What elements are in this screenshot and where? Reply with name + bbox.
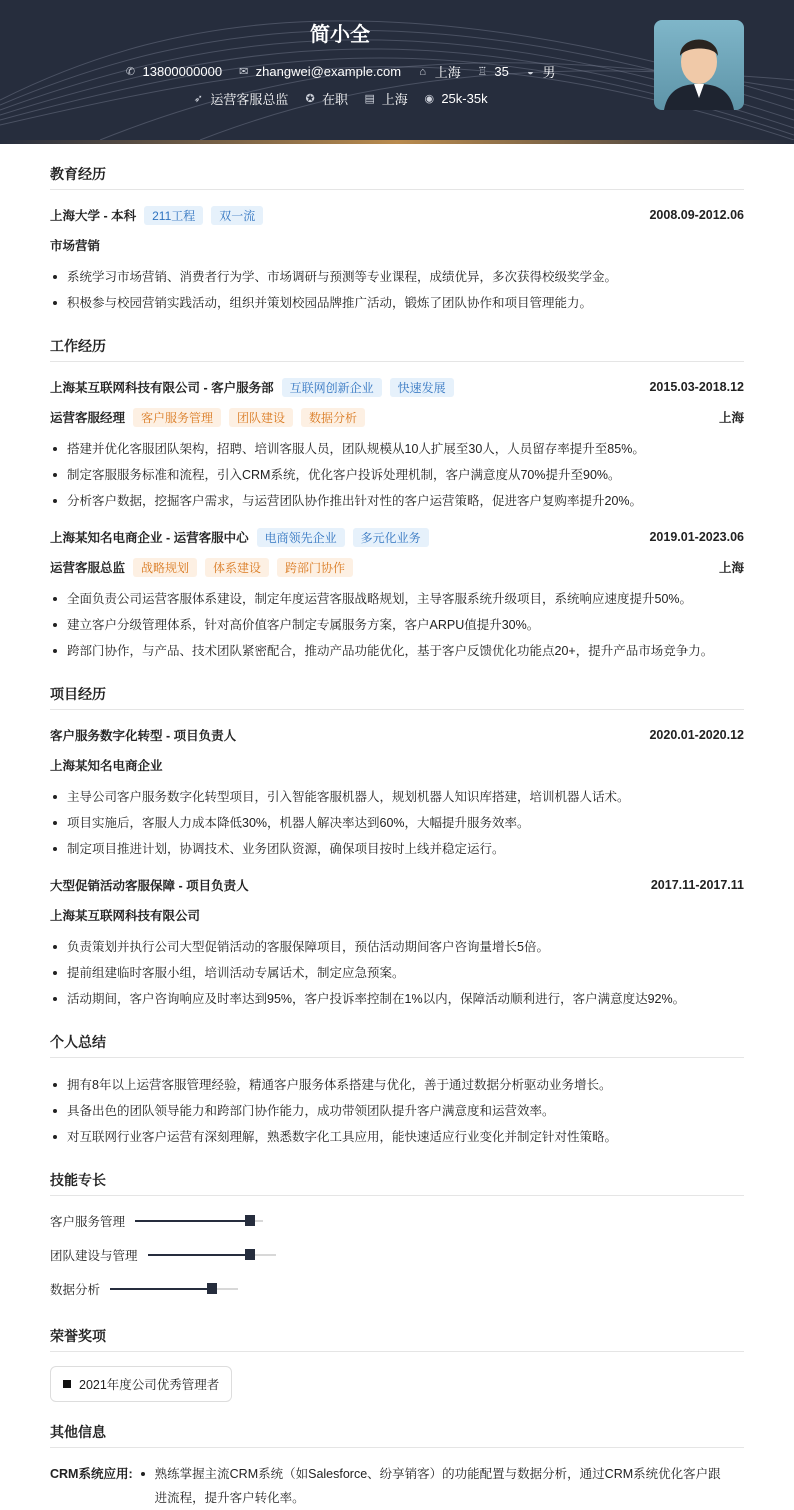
email: zhangwei@example.com bbox=[255, 64, 402, 79]
major: 市场营销 bbox=[50, 239, 101, 253]
list-item: 跨部门协作，与产品、技术团队紧密配合，推动产品功能优化，基于客户反馈优化功能点20+，提升产品市场竞争力。 bbox=[50, 638, 744, 664]
list-item: 活动期间，客户咨询响应及时率达到95%，客户投诉率控制在1%以内，保障活动顺利进行，客户满意度达92%。 bbox=[50, 986, 744, 1012]
resume-header bbox=[0, 0, 794, 140]
skills-section bbox=[50, 1170, 744, 1300]
list-item: 提前组建临时客服小组，培训活动专属话术，制定应急预案。 bbox=[50, 960, 744, 986]
send-icon: ➶ bbox=[193, 92, 204, 105]
project-org: 上海某互联网科技有限公司 bbox=[50, 909, 201, 923]
company: 上海某互联网科技有限公司 - 客户服务部 bbox=[50, 381, 274, 395]
skill-tag: 数据分析 bbox=[301, 408, 365, 427]
other-section bbox=[50, 1422, 744, 1510]
other-key: CRM系统应用: bbox=[50, 1467, 133, 1481]
award-item bbox=[50, 1366, 232, 1402]
list-item: 建立客户分级管理体系，针对高价值客户制定专属服务方案，客户ARPU值提升30%。 bbox=[50, 612, 744, 638]
work-entry bbox=[50, 376, 744, 514]
date: 2019.01-2023.06 bbox=[649, 530, 744, 544]
avatar bbox=[654, 20, 744, 110]
home-icon: ⌂ bbox=[419, 65, 427, 78]
age: 35 bbox=[494, 64, 509, 79]
phone: 13800000000 bbox=[142, 64, 223, 79]
work-location: 上海 bbox=[718, 561, 744, 575]
skill-bar bbox=[148, 1254, 276, 1256]
job-intent-row bbox=[0, 89, 680, 108]
list-item: 负责策划并执行公司大型促销活动的客服保障项目，预估活动期间客户咨询量增长5倍。 bbox=[50, 934, 744, 960]
education-section bbox=[50, 164, 744, 316]
company: 上海某知名电商企业 - 运营客服中心 bbox=[50, 531, 249, 545]
skill-level-marker bbox=[245, 1215, 255, 1226]
list-item: 具备出色的团队领导能力和跨部门协作能力，成功带领团队提升客户满意度和运营效率。 bbox=[50, 1098, 744, 1124]
section-title: 项目经历 bbox=[50, 684, 744, 710]
list-item: 拥有8年以上运营客服管理经验，精通客户服务体系搭建与优化，善于通过数据分析驱动业务增长。 bbox=[50, 1072, 744, 1098]
gender: 男 bbox=[542, 65, 556, 80]
city: 上海 bbox=[381, 92, 408, 107]
contact-row bbox=[0, 62, 680, 81]
list-item: 全面负责公司运营客服体系建设，制定年度运营客服战略规划，主导客服系统升级项目，系统响应速度提升50%。 bbox=[50, 586, 744, 612]
project-name: 大型促销活动客服保障 - 项目负责人 bbox=[50, 879, 249, 893]
list-item: 分析客户数据，挖掘客户需求，与运营团队协作推出针对性的客户运营策略，促进客户复购率提升20%。 bbox=[50, 488, 744, 514]
school: 上海大学 - 本科 bbox=[50, 209, 137, 223]
section-title: 个人总结 bbox=[50, 1032, 744, 1058]
skill-bar bbox=[135, 1220, 263, 1222]
project-org: 上海某知名电商企业 bbox=[50, 759, 163, 773]
candidate-name: 简小全 bbox=[310, 24, 370, 46]
skill-bar bbox=[110, 1288, 238, 1290]
date: 2008.09-2012.06 bbox=[649, 208, 744, 222]
skill-tag: 体系建设 bbox=[205, 558, 269, 577]
skill-item bbox=[50, 1210, 403, 1232]
skill-tag: 战略规划 bbox=[133, 558, 197, 577]
projects-section bbox=[50, 684, 744, 1012]
project-name: 客户服务数字化转型 - 项目负责人 bbox=[50, 729, 237, 743]
location: 上海 bbox=[434, 65, 461, 80]
section-title: 工作经历 bbox=[50, 336, 744, 362]
skill-item bbox=[50, 1244, 403, 1266]
square-icon bbox=[63, 1380, 71, 1388]
tag: 多元化业务 bbox=[353, 528, 429, 547]
tag: 双一流 bbox=[211, 206, 263, 225]
status-icon: ✪ bbox=[305, 92, 315, 105]
skill-name: 团队建设与管理 bbox=[50, 1249, 138, 1263]
work-section bbox=[50, 336, 744, 664]
phone-icon: ✆ bbox=[125, 65, 136, 78]
work-location: 上海 bbox=[718, 411, 744, 425]
skill-name: 数据分析 bbox=[50, 1283, 101, 1297]
list-item: 项目实施后，客服人力成本降低30%，机器人解决率达到60%，大幅提升服务效率。 bbox=[50, 810, 744, 836]
other-value: 熟练掌握主流CRM系统（如Salesforce、纷享销客）的功能配置与数据分析，通过CRM系统优化客户跟进流程，提升客户转化率。 bbox=[139, 1462, 729, 1510]
mail-icon: ✉ bbox=[239, 65, 249, 78]
date: 2020.01-2020.12 bbox=[649, 728, 744, 742]
status: 在职 bbox=[322, 92, 349, 107]
section-title: 教育经历 bbox=[50, 164, 744, 190]
award-label: 2021年度公司优秀管理者 bbox=[79, 1378, 220, 1392]
skill-tag: 团队建设 bbox=[229, 408, 293, 427]
cake-icon: ♖ bbox=[477, 65, 488, 78]
role: 运营客服经理 bbox=[50, 411, 126, 425]
list-item: 主导公司客户服务数字化转型项目，引入智能客服机器人，规划机器人知识库搭建，培训机器人话术。 bbox=[50, 784, 744, 810]
skill-tag: 跨部门协作 bbox=[277, 558, 353, 577]
list-item: 对互联网行业客户运营有深刻理解，熟悉数字化工具应用，能快速适应行业变化并制定针对性策略。 bbox=[50, 1124, 744, 1150]
tag: 211工程 bbox=[144, 206, 203, 225]
list-item: 搭建并优化客服团队架构，招聘、培训客服人员，团队规模从10人扩展至30人，人员留存率提升至85%。 bbox=[50, 436, 744, 462]
skill-level-marker bbox=[207, 1283, 217, 1294]
header-divider bbox=[0, 140, 794, 144]
skill-tag: 客户服务管理 bbox=[133, 408, 221, 427]
tag: 快速发展 bbox=[390, 378, 454, 397]
tag: 电商领先企业 bbox=[257, 528, 345, 547]
gender-icon: ◒ bbox=[527, 65, 534, 78]
role: 运营客服总监 bbox=[50, 561, 126, 575]
salary: 25k-35k bbox=[441, 91, 488, 106]
position: 运营客服总监 bbox=[210, 92, 289, 107]
list-item: 积极参与校园营销实践活动，组织并策划校园品牌推广活动，锻炼了团队协作和项目管理能力。 bbox=[50, 290, 744, 316]
list-item: 系统学习市场营销、消费者行为学、市场调研与预测等专业课程，成绩优异，多次获得校级奖学金。 bbox=[50, 264, 744, 290]
skill-name: 客户服务管理 bbox=[50, 1215, 126, 1229]
section-title: 荣誉奖项 bbox=[50, 1326, 744, 1352]
date: 2015.03-2018.12 bbox=[649, 380, 744, 394]
project-entry bbox=[50, 724, 744, 862]
skill-item bbox=[50, 1278, 403, 1300]
building-icon: ▤ bbox=[364, 92, 375, 105]
list-item: 制定客服服务标准和流程，引入CRM系统，优化客户投诉处理机制，客户满意度从70%提升至90%。 bbox=[50, 462, 744, 488]
salary-icon: ◉ bbox=[424, 92, 435, 105]
summary-section bbox=[50, 1032, 744, 1150]
date: 2017.11-2017.11 bbox=[650, 878, 744, 892]
section-title: 技能专长 bbox=[50, 1170, 744, 1196]
list-item: 制定项目推进计划，协调技术、业务团队资源，确保项目按时上线并稳定运行。 bbox=[50, 836, 744, 862]
skill-level-marker bbox=[245, 1249, 255, 1260]
tag: 互联网创新企业 bbox=[282, 378, 382, 397]
work-entry bbox=[50, 526, 744, 664]
awards-section bbox=[50, 1326, 744, 1402]
project-entry bbox=[50, 874, 744, 1012]
section-title: 其他信息 bbox=[50, 1422, 744, 1448]
